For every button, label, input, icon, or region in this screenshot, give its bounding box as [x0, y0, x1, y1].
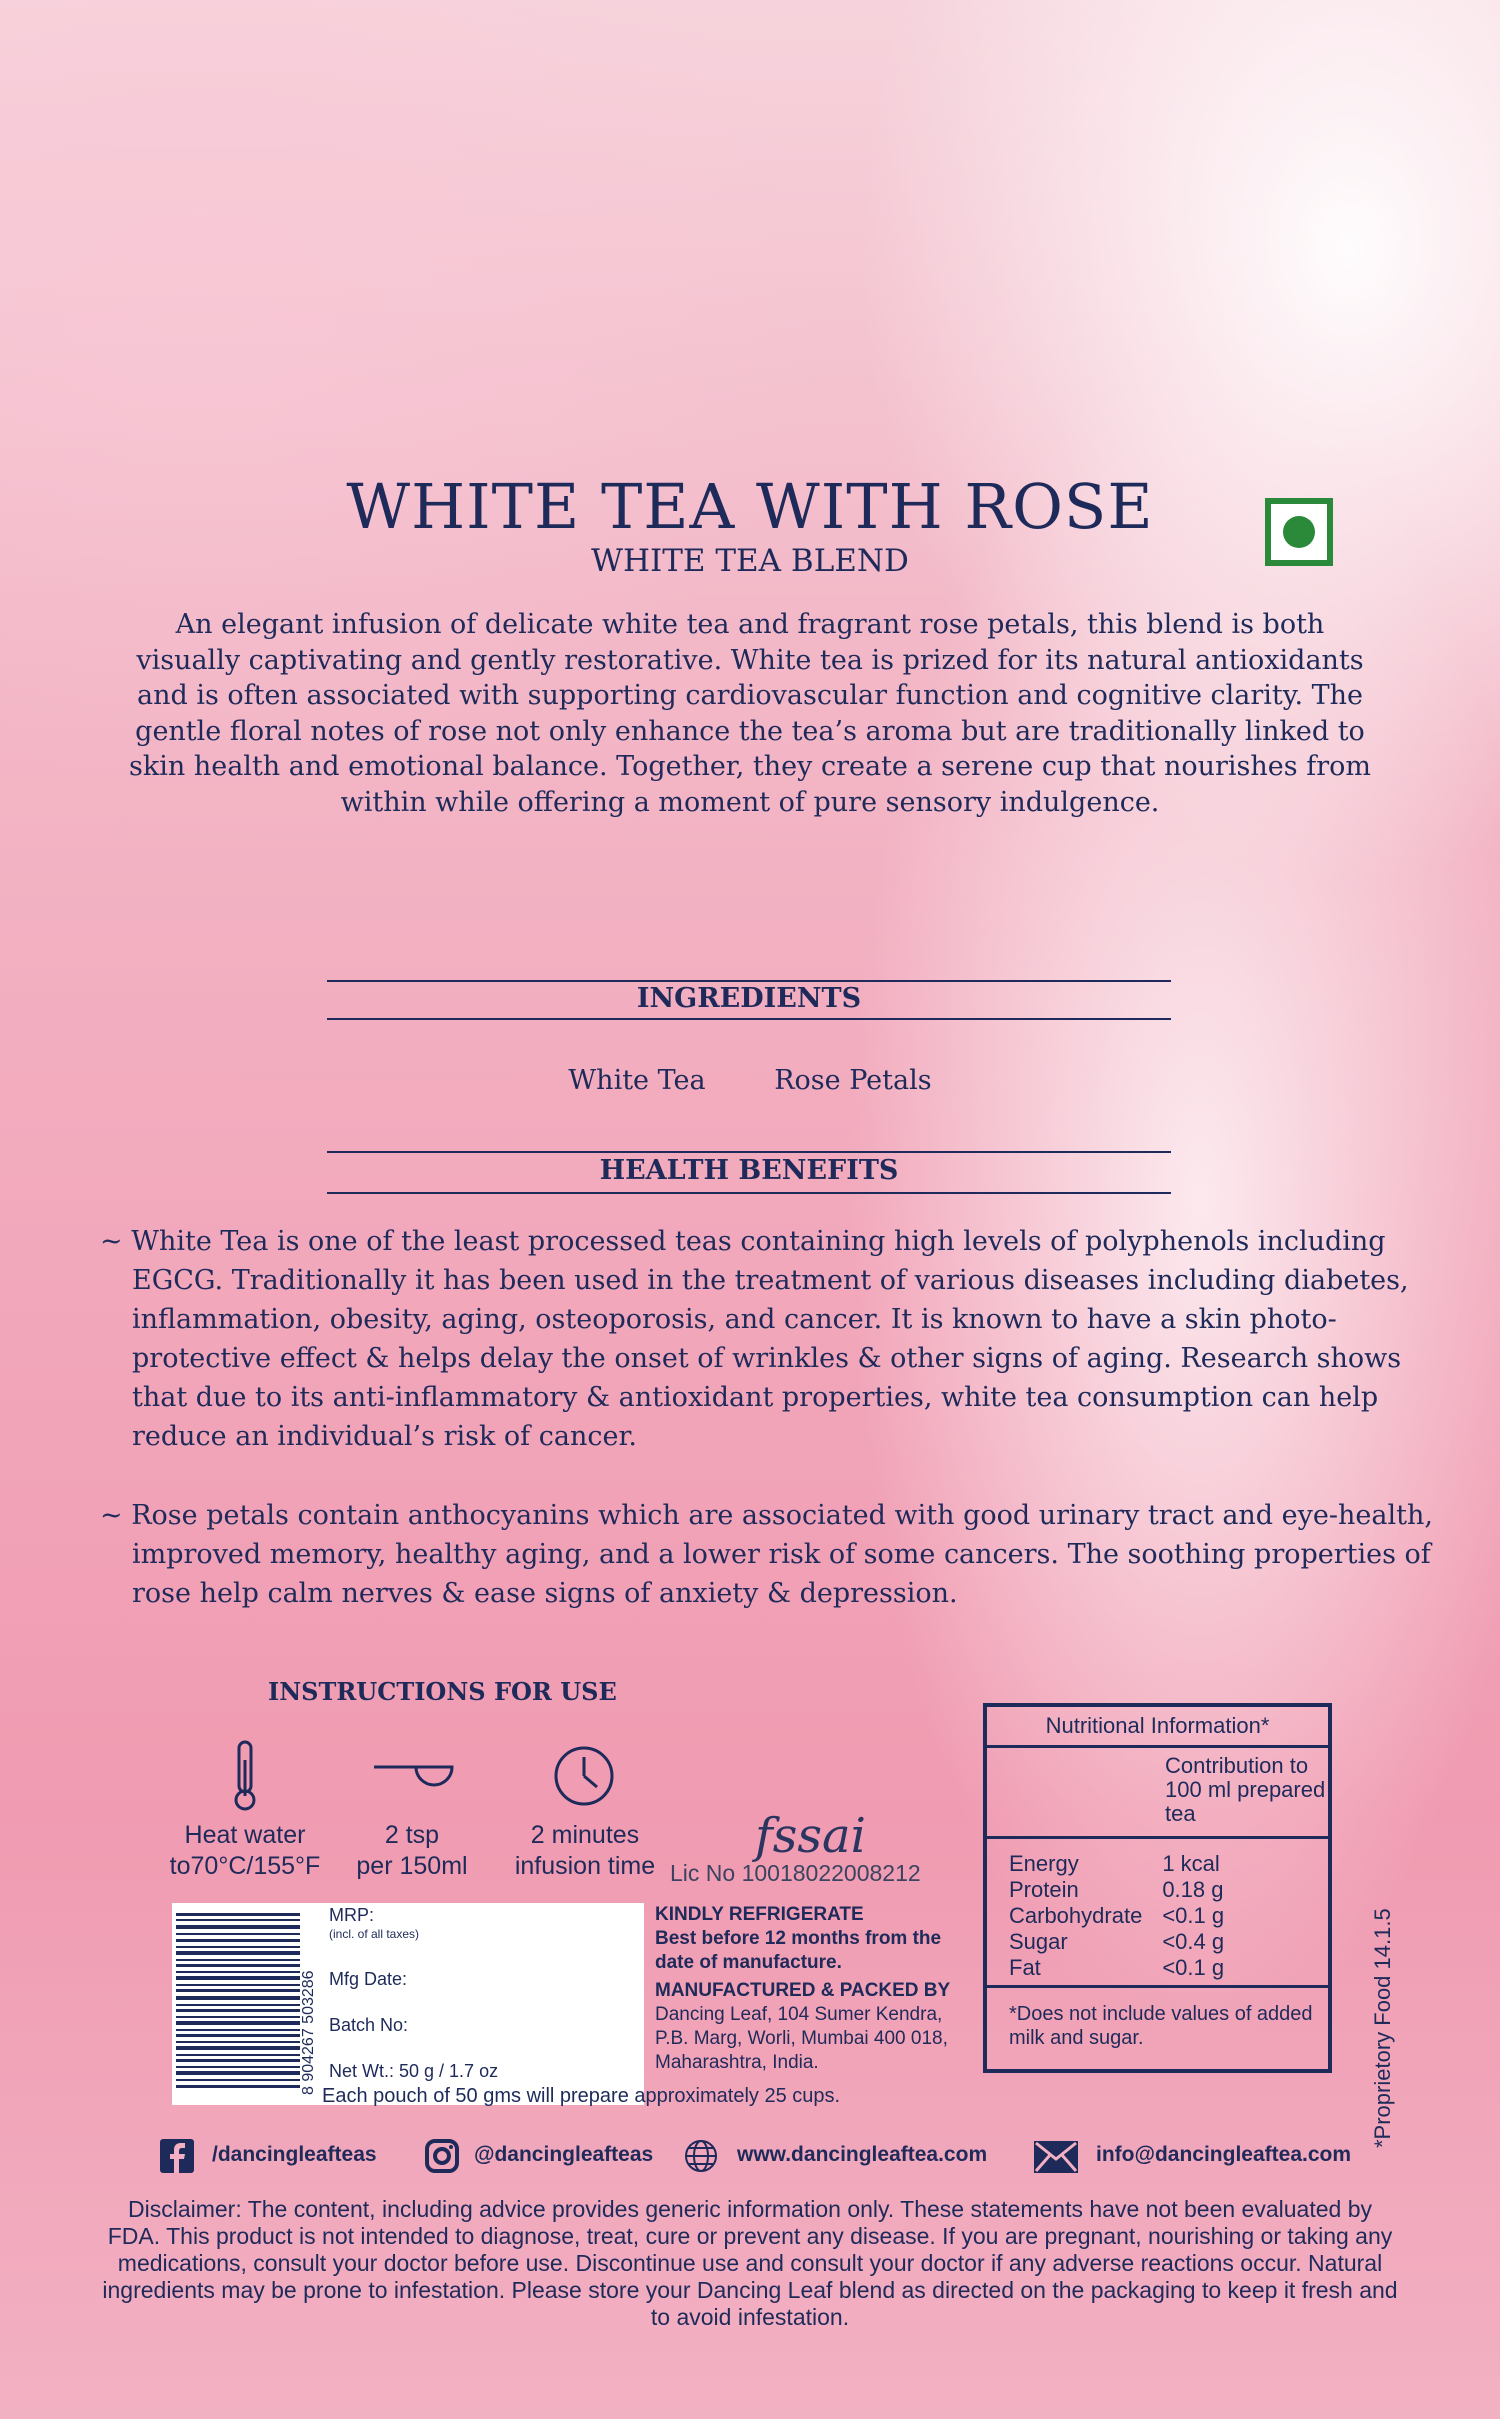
- divider: [327, 1151, 1171, 1153]
- table-row: [1009, 1929, 1224, 1955]
- veg-mark-icon: [1265, 498, 1333, 566]
- pouch-note: Each pouch of 50 gms will prepare approximately 25 cups.: [322, 2085, 841, 2107]
- instruction-step: [500, 1820, 670, 1882]
- product-description: An elegant infusion of delicate white tea and fragrant rose petals, this blend is both visually captivating and gently restorative. White tea is prized for its natural antioxidants and is often associated with supporting cardiovascular function and cognitive clarity. The gentle floral notes of rose not only enhance the tea’s aroma but are traditionally linked to skin health and emotional balance. Together, they create a serene cup that nourishes from within while offering a moment of pure sensory indulgence.: [129, 609, 1371, 818]
- instruction-step: [155, 1820, 335, 1882]
- nutrient-name: Carbohydrate: [1009, 1903, 1143, 1928]
- product-title: WHITE TEA WITH ROSE: [346, 470, 1154, 543]
- nutrition-title: Nutritional Information*: [987, 1707, 1328, 1748]
- instruction-line: 2 minutes: [530, 1821, 640, 1849]
- ingredient-item: White Tea: [568, 1065, 706, 1096]
- instruction-line: 2 tsp: [384, 1821, 440, 1849]
- nutrient-name: Sugar: [1009, 1929, 1068, 1954]
- nutrient-value: <0.4 g: [1162, 1929, 1225, 1954]
- mail-icon[interactable]: [1034, 2141, 1078, 2173]
- manufacturer-address: Dancing Leaf, 104 Sumer Kendra, P.B. Marg, Worli, Mumbai 400 018, Maharashtra, India.: [655, 2004, 948, 2073]
- nutrition-table: [1009, 1851, 1224, 1981]
- mfg-date-label: Mfg Date:: [329, 1969, 408, 1989]
- spoon-icon: [372, 1762, 454, 1792]
- nutrient-name: Protein: [1009, 1877, 1079, 1902]
- website-link[interactable]: www.dancingleaftea.com: [737, 2143, 988, 2166]
- nutrient-value: <0.1 g: [1162, 1955, 1225, 1980]
- instruction-line: per 150ml: [356, 1852, 468, 1880]
- proprietary-food-note: *Proprietory Food 14.1.5: [1370, 1908, 1395, 2148]
- instruction-line: Heat water: [184, 1821, 306, 1849]
- ingredients-heading: INGREDIENTS: [636, 983, 862, 1014]
- divider: [327, 1192, 1171, 1194]
- instagram-icon[interactable]: [425, 2139, 459, 2173]
- nutrient-name: Fat: [1009, 1955, 1041, 1980]
- table-row: [1009, 1877, 1224, 1903]
- barcode-icon: [176, 1909, 316, 2099]
- facebook-link[interactable]: /dancingleafteas: [212, 2143, 377, 2166]
- divider: [327, 980, 1171, 982]
- ingredient-item: Rose Petals: [774, 1065, 932, 1096]
- net-weight: Net Wt.: 50 g / 1.7 oz: [329, 2061, 499, 2081]
- nutrition-contribution: Contribution to 100 ml prepared tea: [987, 1748, 1328, 1839]
- email-link[interactable]: info@dancingleaftea.com: [1096, 2143, 1352, 2166]
- divider: [327, 1018, 1171, 1020]
- instruction-line: to70°C/155°F: [169, 1852, 321, 1880]
- nutrient-value: 1 kcal: [1162, 1851, 1220, 1876]
- facebook-icon[interactable]: [160, 2139, 194, 2173]
- benefit-item: ~ White Tea is one of the least processed teas containing high levels of polyphenols including EGCG. Traditionally it has been used in the treatment of various diseases including diabetes, inflammation, obesity, aging, osteoporosis, and cancer. It is known to have a skin photo-protective effect & helps delay the onset of wrinkles & other signs of aging. Research shows that due to its anti-inflammatory & antioxidant properties, white tea consumption can help reduce an individual’s risk of cancer.: [100, 1226, 1409, 1452]
- globe-icon[interactable]: [684, 2139, 718, 2173]
- instructions-heading: INSTRUCTIONS FOR USE: [268, 1677, 617, 1706]
- thermometer-icon: [228, 1740, 262, 1812]
- table-row: [1009, 1903, 1224, 1929]
- refrigerate-notice: KINDLY REFRIGERATE: [655, 1904, 864, 1925]
- product-subtitle: WHITE TEA BLEND: [591, 543, 909, 579]
- mrp-label: MRP:: [329, 1905, 374, 1925]
- batch-no-label: Batch No:: [329, 2015, 409, 2035]
- instruction-line: infusion time: [514, 1852, 656, 1880]
- health-benefits-heading: HEALTH BENEFITS: [599, 1155, 899, 1186]
- fssai-license: Lic No 10018022008212: [670, 1860, 921, 1886]
- nutrition-box: [983, 1703, 1332, 2073]
- table-row: [1009, 1955, 1224, 1981]
- label-box: [172, 1903, 644, 2105]
- nutrient-name: Energy: [1009, 1851, 1079, 1876]
- fssai-logo: fssai: [755, 1808, 866, 1864]
- nutrient-value: 0.18 g: [1162, 1877, 1224, 1902]
- clock-icon: [553, 1745, 615, 1807]
- best-before: Best before 12 months from the date of manufacture.: [655, 1928, 942, 1973]
- instruction-step: [332, 1820, 492, 1882]
- table-row: [1009, 1851, 1224, 1877]
- manufacturer-heading: MANUFACTURED & PACKED BY: [655, 1980, 951, 2001]
- disclaimer: Disclaimer: The content, including advice provides generic information only. These statements have not been evaluated by FDA. This product is not intended to diagnose, treat, cure or prevent any disease. If you are pregnant, nourishing or taking any medications, consult your doctor before use. Discontinue use and consult your doctor if any adverse reactions occur. Natural ingredients may be prone to infestation. Please store your Dancing Leaf blend as directed on the packaging to keep it fresh and to avoid infestation.: [102, 2196, 1398, 2330]
- mrp-note: (incl. of all taxes): [329, 1927, 420, 1941]
- nutrition-footnote: *Does not include values of added milk and sugar.: [987, 1985, 1328, 2050]
- instagram-link[interactable]: @dancingleafteas: [474, 2143, 654, 2166]
- benefit-item: ~ Rose petals contain anthocyanins which are associated with good urinary tract and eye-health, improved memory, healthy aging, and a lower risk of some cancers. The soothing properties of rose help calm nerves & ease signs of anxiety & depression.: [100, 1500, 1433, 1609]
- storage-info: [655, 1903, 975, 2075]
- nutrient-value: <0.1 g: [1162, 1903, 1225, 1928]
- ingredients-list: [0, 1065, 1500, 1096]
- barcode-number: 8 904267 503286: [300, 1970, 317, 2095]
